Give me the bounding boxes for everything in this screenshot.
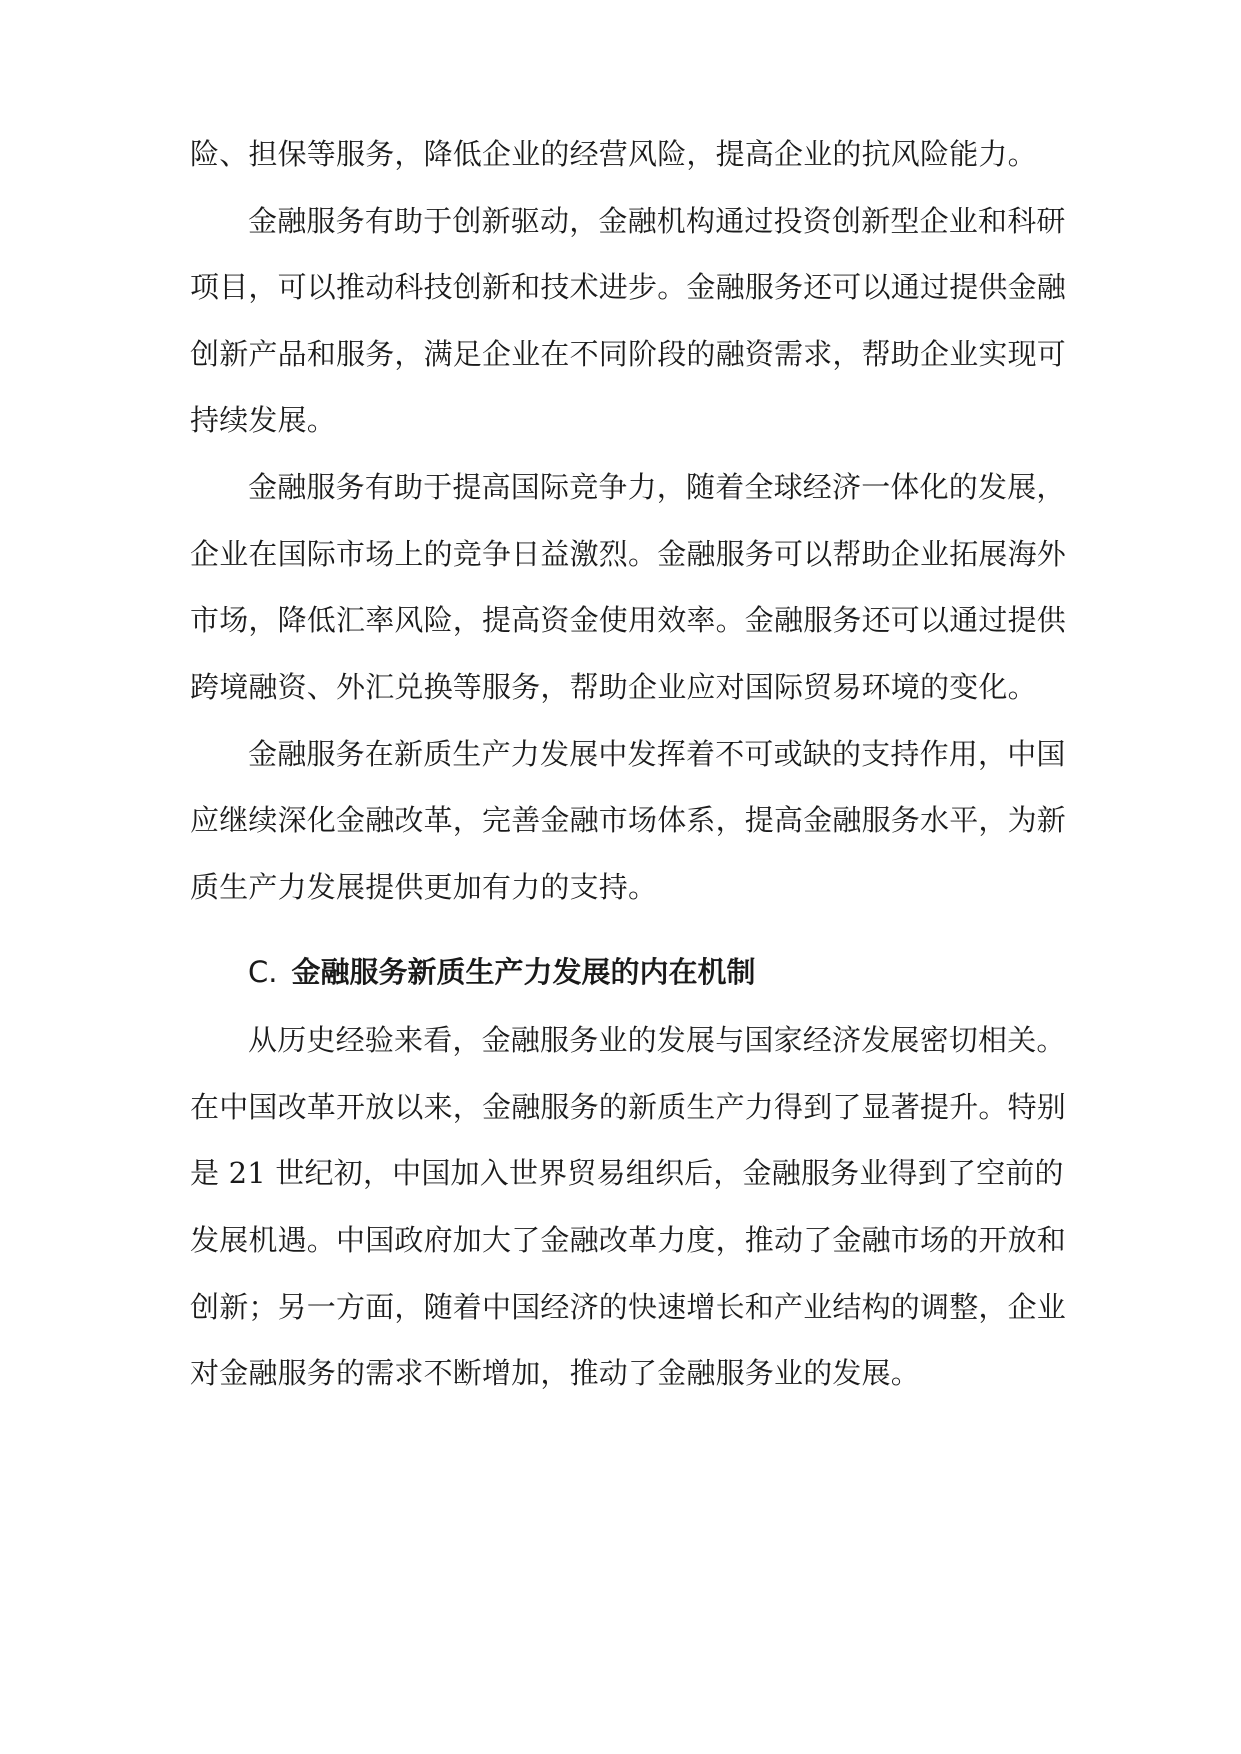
paragraph-line: 跨境融资、外汇兑换等服务，帮助企业应对国际贸易环境的变化。 <box>190 670 1037 704</box>
paragraph-line: 对金融服务的需求不断增加，推动了金融服务业的发展。 <box>190 1356 921 1390</box>
paragraph-line: 金融服务有助于提高国际竞争力，随着全球经济一体化的发展， <box>248 470 1066 504</box>
paragraph-line: 市场，降低汇率风险，提高资金使用效率。金融服务还可以通过提供 <box>190 603 1067 637</box>
paragraph-line: 质生产力发展提供更加有力的支持。 <box>190 870 658 904</box>
paragraph-line: 企业在国际市场上的竞争日益激烈。金融服务可以帮助企业拓展海外 <box>190 537 1067 571</box>
paragraph-line: 应继续深化金融改革，完善金融市场体系，提高金融服务水平，为新 <box>190 803 1067 837</box>
paragraph-line: 项目，可以推动科技创新和技术进步。金融服务还可以通过提供金融 <box>190 270 1067 304</box>
paragraph-line: 是 21 世纪初，中国加入世界贸易组织后，金融服务业得到了空前的 <box>190 1156 1064 1190</box>
paragraph-line: 金融服务有助于创新驱动，金融机构通过投资创新型企业和科研 <box>248 204 1066 238</box>
paragraph-line: 金融服务在新质生产力发展中发挥着不可或缺的支持作用，中国 <box>248 737 1066 771</box>
paragraph-line: 险、担保等服务，降低企业的经营风险，提高企业的抗风险能力。 <box>190 137 1037 171</box>
paragraph-line: 持续发展。 <box>190 403 337 437</box>
paragraph-line: 发展机遇。中国政府加大了金融改革力度，推动了金融市场的开放和 <box>190 1223 1067 1257</box>
paragraph-line: 创新；另一方面，随着中国经济的快速增长和产业结构的调整，企业 <box>190 1290 1067 1324</box>
section-heading <box>248 952 1070 992</box>
paragraph-line: 创新产品和服务，满足企业在不同阶段的融资需求，帮助企业实现可 <box>190 337 1067 371</box>
paragraph-line: 在中国改革开放以来，金融服务的新质生产力得到了显著提升。特别 <box>190 1090 1067 1124</box>
section-number: C. <box>248 955 278 989</box>
section-title: 金融服务新质生产力发展的内在机制 <box>291 955 756 989</box>
paragraph-line: 从历史经验来看，金融服务业的发展与国家经济发展密切相关。 <box>248 1023 1066 1057</box>
